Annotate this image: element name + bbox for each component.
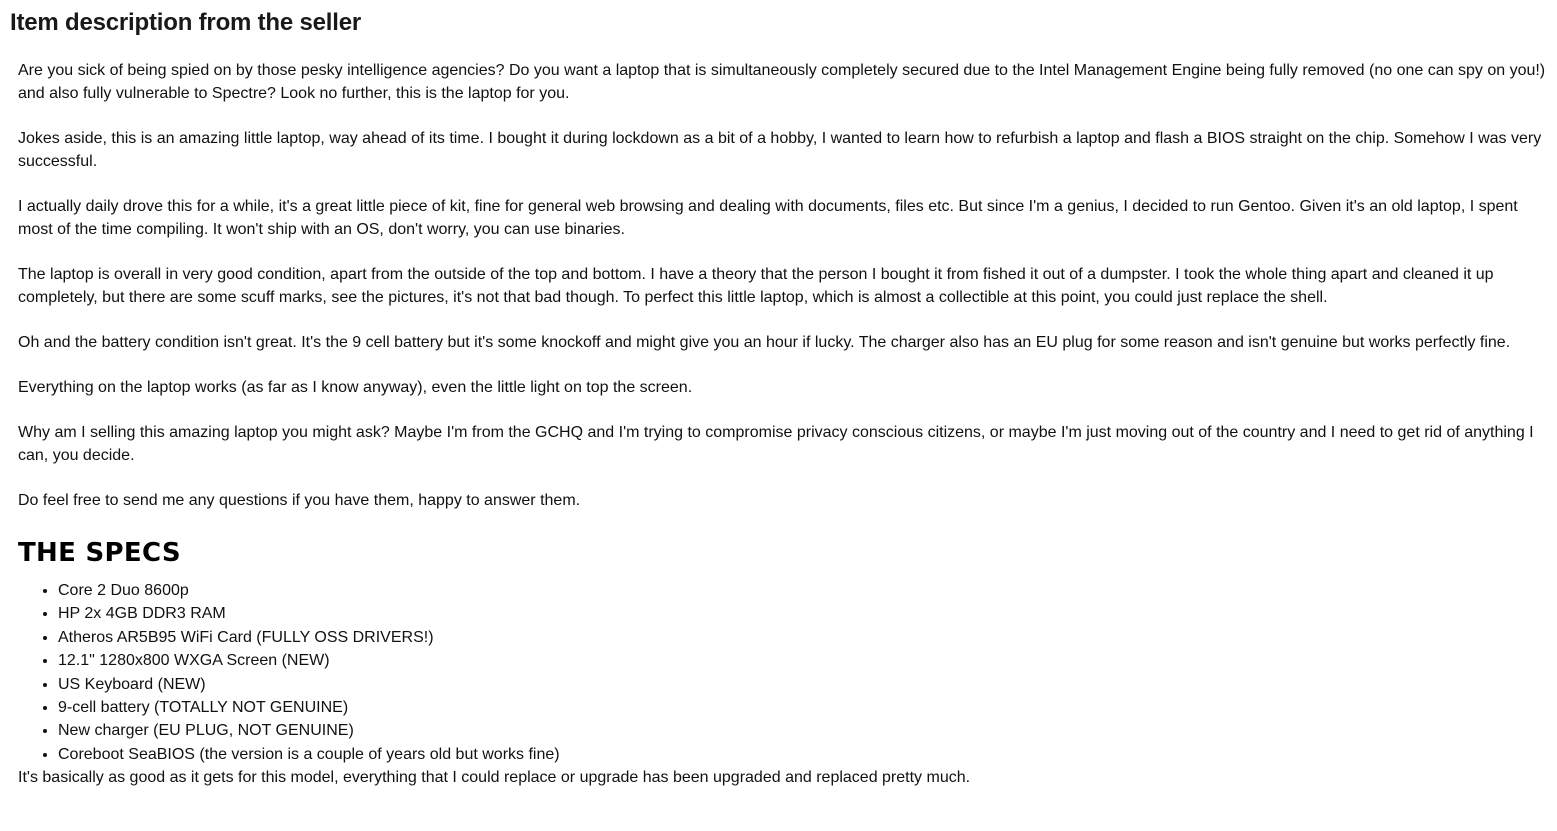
- description-paragraph: Oh and the battery condition isn't great. It's the 9 cell battery but it's some knockoff and might give you an hour if lucky. The charger also has an EU plug for some reason and isn't genuine but works perfectly fine.: [18, 334, 1511, 351]
- specs-heading: THE SPECS: [18, 538, 181, 568]
- specs-list: [18, 579, 1548, 766]
- spec-item: • HP 2x 4GB DDR3 RAM: [58, 602, 1548, 625]
- spec-item: • Core 2 Duo 8600p: [58, 579, 1548, 602]
- spec-item: • 12.1" 1280x800 WXGA Screen (NEW): [58, 649, 1548, 672]
- description-paragraph: Are you sick of being spied on by those pesky intelligence agencies? Do you want a laptop that is simultaneously completely secured due to the Intel Management Engine being fully removed (no one can spy on you!) and also fully vulnerable to Spectre? Look no further, this is the laptop for you.: [18, 62, 1546, 102]
- description-paragraph: Do feel free to send me any questions if you have them, happy to answer them.: [18, 492, 581, 509]
- closing-paragraph: It's basically as good as it gets for this model, everything that I could replace or upgrade has been upgraded and replaced pretty much.: [18, 769, 971, 787]
- spec-item: • Atheros AR5B95 WiFi Card (FULLY OSS DRIVERS!): [58, 626, 1548, 649]
- spec-item: • US Keyboard (NEW): [58, 673, 1548, 696]
- section-title: Item description from the seller: [10, 9, 362, 36]
- description-paragraph: I actually daily drove this for a while, it's a great little piece of kit, fine for general web browsing and dealing with documents, files etc. But since I'm a genius, I decided to run Gentoo. Given it's an old laptop, I spent most of the time compiling. It won't ship with an OS, don't worry, you can use binaries.: [18, 198, 1518, 238]
- description-paragraph: Everything on the laptop works (as far as I know anyway), even the little light on top the screen.: [18, 379, 693, 396]
- seller-description: [18, 59, 1548, 811]
- spec-item: • New charger (EU PLUG, NOT GENUINE): [58, 719, 1548, 742]
- description-paragraph: Why am I selling this amazing laptop you might ask? Maybe I'm from the GCHQ and I'm trying to compromise privacy conscious citizens, or maybe I'm just moving out of the country and I need to get rid of anything I can, you decide.: [18, 424, 1534, 464]
- spec-item: • 9-cell battery (TOTALLY NOT GENUINE): [58, 696, 1548, 719]
- description-paragraph: Jokes aside, this is an amazing little laptop, way ahead of its time. I bought it during lockdown as a bit of a hobby, I wanted to learn how to refurbish a laptop and flash a BIOS straight on the chip. Somehow I was very successful.: [18, 130, 1542, 170]
- spec-item: • Coreboot SeaBIOS (the version is a couple of years old but works fine): [58, 743, 1548, 766]
- description-paragraph: The laptop is overall in very good condition, apart from the outside of the top and bottom. I have a theory that the person I bought it from fished it out of a dumpster. I took the whole thing apart and cleaned it up completely, but there are some scuff marks, see the pictures, it's not that bad though. To perfect this little laptop, which is almost a collectible at this point, you could just replace the shell.: [18, 266, 1494, 306]
